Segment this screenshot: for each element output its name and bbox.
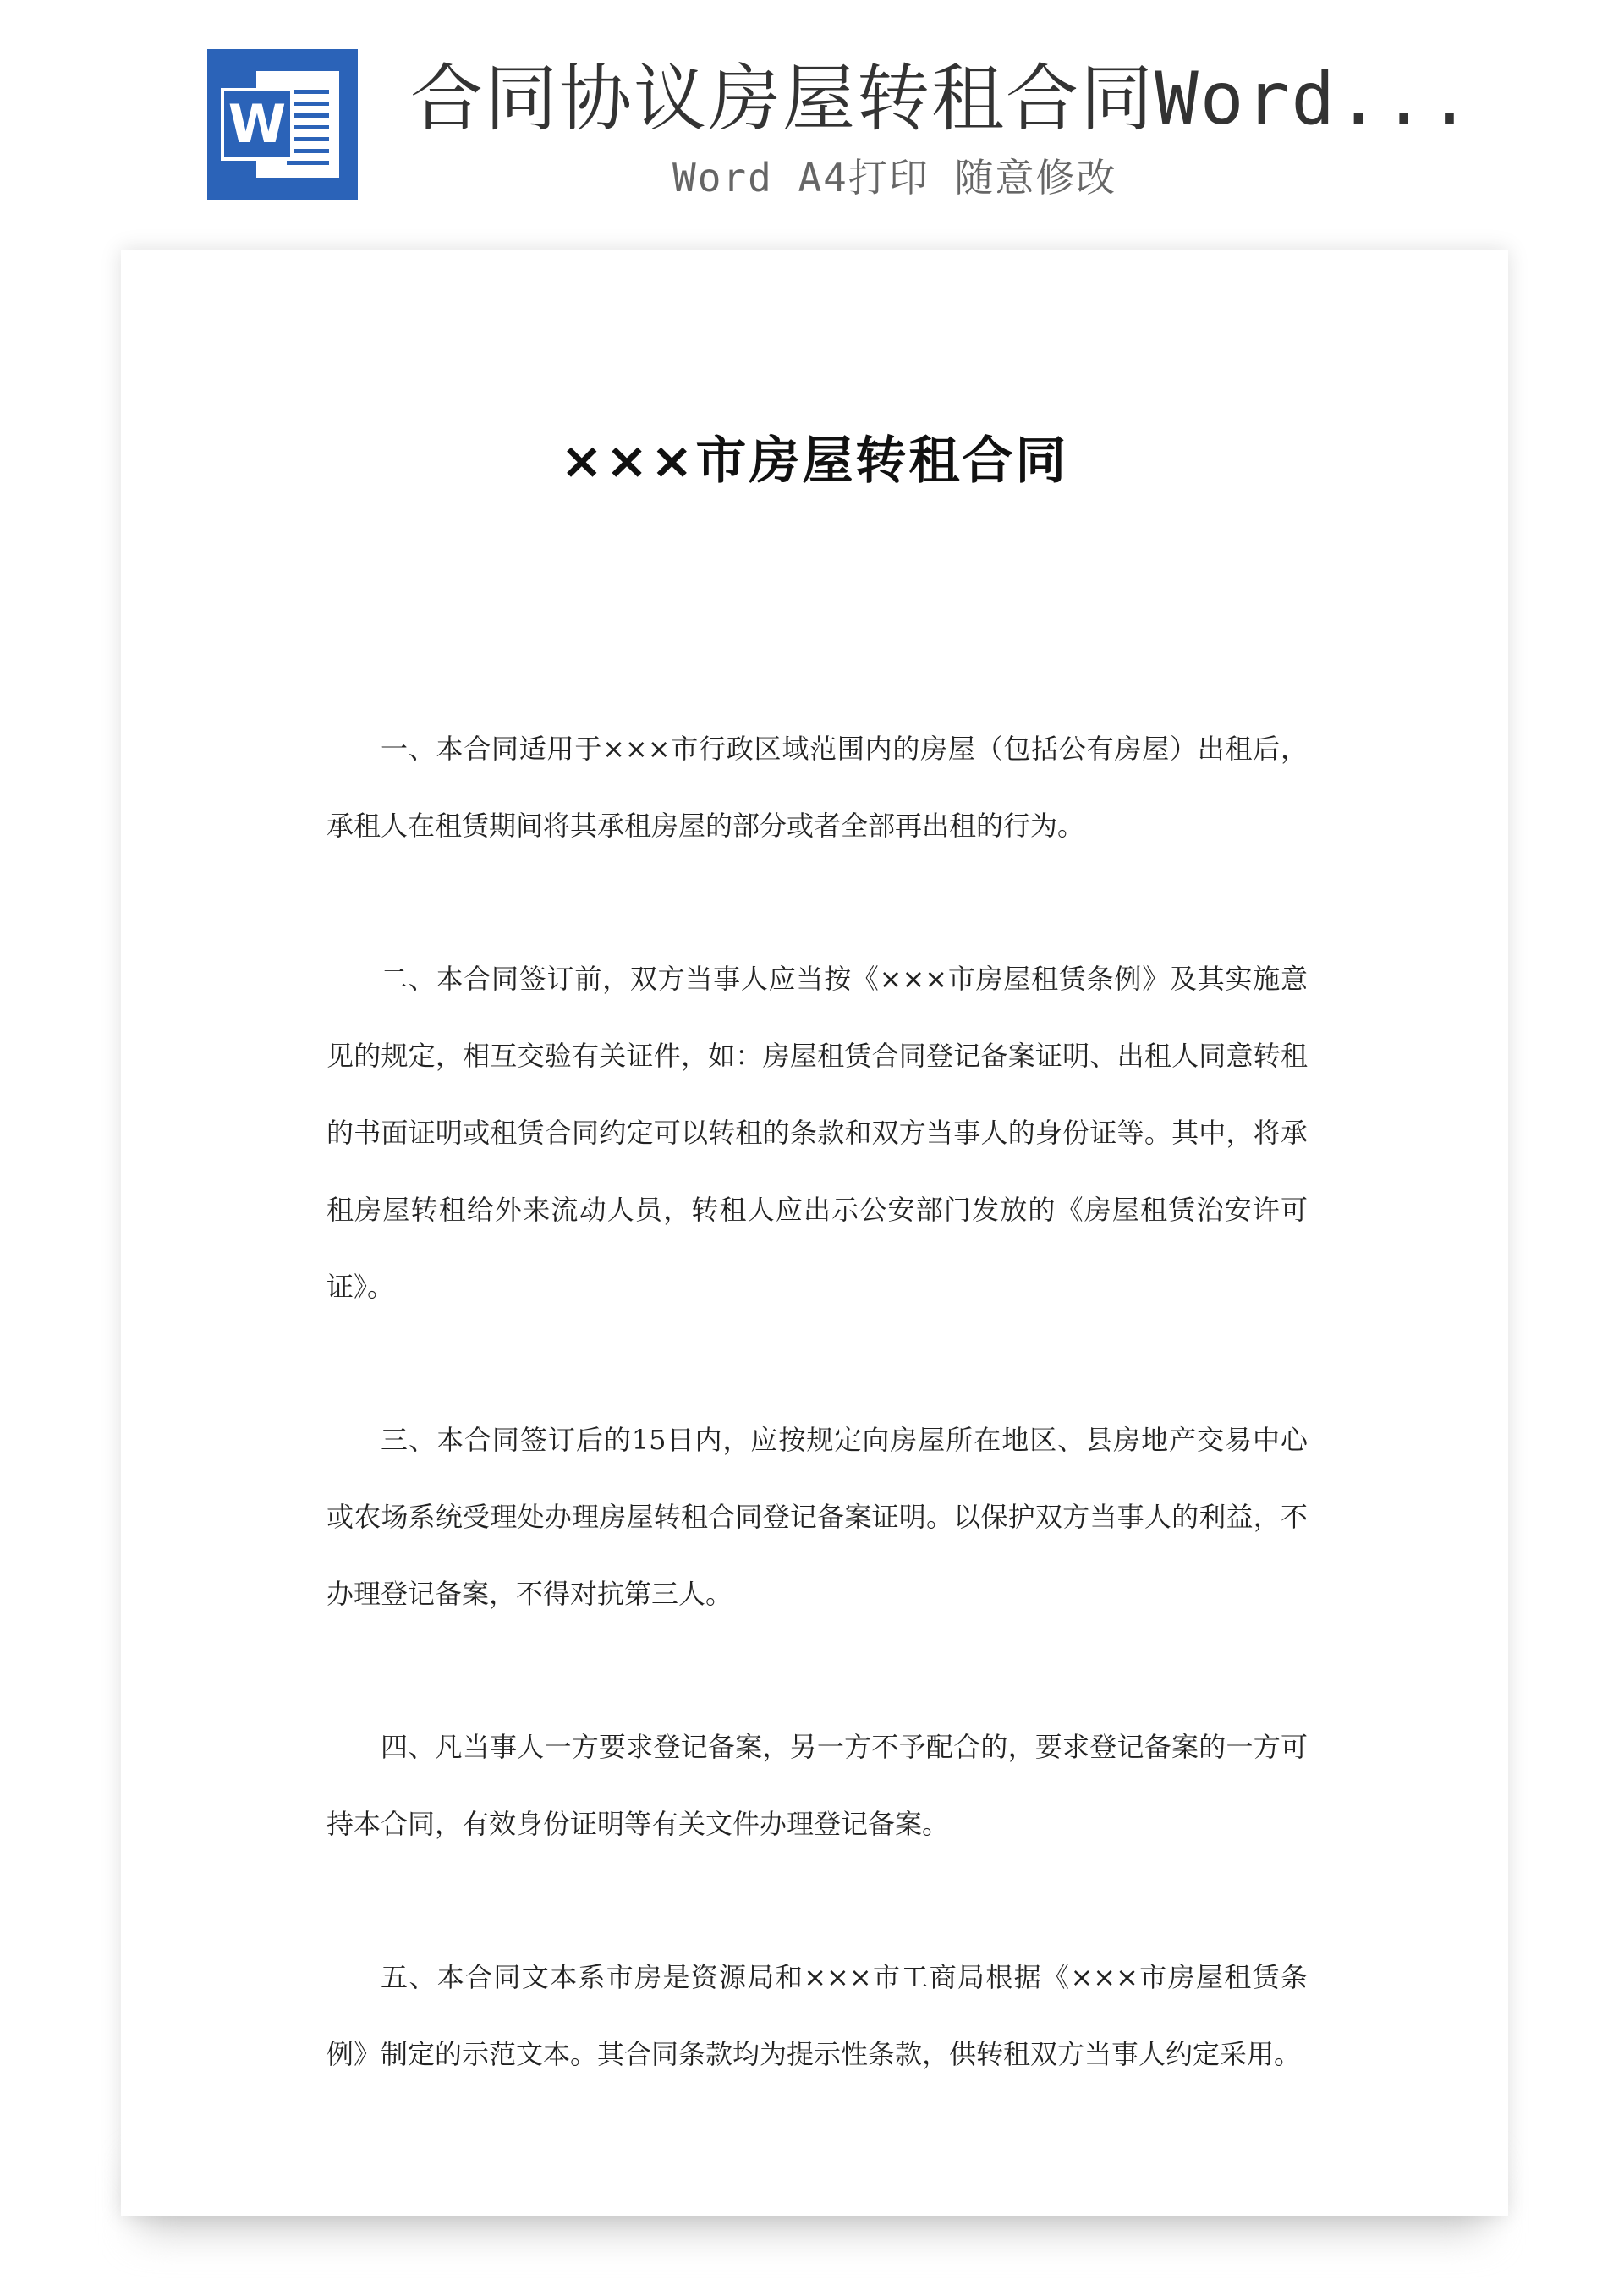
word-letter-badge: W [221,88,294,161]
paragraph-5: 五、本合同文本系市房是资源局和×××市工商局根据《×××市房屋租赁条例》制定的示范文本。其合同条款均为提示性条款，供转租双方当事人约定采用。 [326,1961,1308,2070]
word-icon [207,49,358,200]
document-page [121,250,1508,2216]
header-title: 合同协议房屋转租合同Word... [410,57,1473,141]
paragraph-2: 二、本合同签订前，双方当事人应当按《×××市房屋租赁条例》及其实施意见的规定，相互交验有关证件，如：房屋租赁合同登记备案证明、出租人同意转租的书面证明或租赁合同约定可以转租的条款和双方当事人的身份证等。其中，将承租房屋转租给外来流动人员，转租人应出示公安部门发放的《房屋租赁治安许可证》。 [326,963,1308,1303]
header-subtitle: Word A4打印 随意修改 [672,155,1117,200]
paragraph-4: 四、凡当事人一方要求登记备案，另一方不予配合的，要求登记备案的一方可持本合同，有效身份证明等有关文件办理登记备案。 [326,1731,1308,1840]
document-title: ×××市房屋转租合同 [560,431,1069,491]
document-body [326,711,1308,2169]
paragraph-3: 三、本合同签订后的15日内，应按规定向房屋所在地区、县房地产交易中心或农场系统受理处办理房屋转租合同登记备案证明。以保护双方当事人的利益，不办理登记备案，不得对抗第三人。 [326,1424,1308,1610]
paragraph-1: 一、本合同适用于×××市行政区域范围内的房屋（包括公有房屋）出租后，承租人在租赁期间将其承租房屋的部分或者全部再出租的行为。 [326,733,1308,842]
